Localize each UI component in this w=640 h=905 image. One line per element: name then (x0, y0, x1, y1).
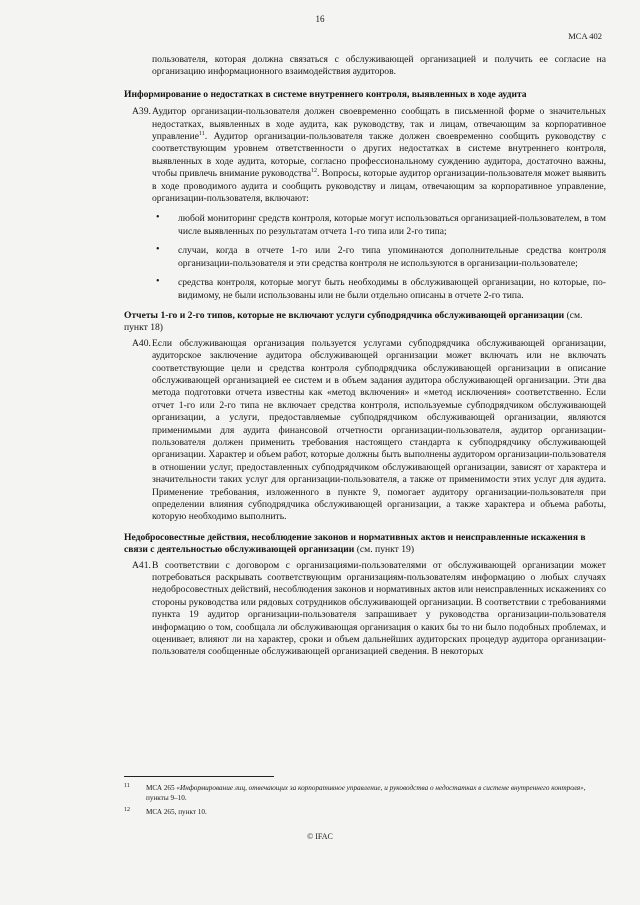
footnote-ref-11[interactable]: 11 (198, 130, 205, 137)
section-reference: (см. пункт 19) (356, 544, 415, 556)
footnote-number: 12 (124, 807, 130, 813)
a41-text: В соответствии с договором с организациями-пользователями от обслуживающей организации может потребоваться раскрывать соответствующим организациям-пользователям информацию о любых случаях недобросовестных действий, несоблюдения законов и нормативных актов или неисправленных искажениях со стороны руководства или рядовых сотрудников обслуживающей организации. В соответствии с требованиями пункта 19 аудитор организации-пользователя запрашивает у руководства организации-пользователя информацию о том, сообщала ли обслуживающая организация о каких бы то ни было подобных проблемах, и оценивает, влияют ли на характер, сроки и объем дальнейших аудиторских процедур аудитора организации-пользователя сообщенные обслуживающей организацией сведения. В некоторых (152, 559, 606, 658)
a39-text-2: . Аудитор организации-пользователя также должен своевременно сообщить руководству с соответствующим уровнем ответственности о других недостатках в системе внутреннего контроля, выявленных в ходе аудита, которые, согласно профессиональному суждению аудитора, достаточно важны, чтобы привлечь внимание руководства (152, 131, 606, 180)
list-item: • любой мониторинг средств контроля, которые могут использоваться организацией-пользователем, в том числе выявленных по результатам отчета 1-го типа или 2-го типа; (156, 212, 606, 237)
copyright-footer: © IFAC (307, 832, 333, 841)
a39-text-1: Аудитор организации-пользователя должен своевременно сообщать в письменной форме о значительных недостатках, выявленных в ходе аудита, как руководству, так и лицам, отвечающим за корпоративное управление (152, 106, 606, 143)
page-body (124, 54, 606, 667)
section-reference: (см. пункт 18) (124, 309, 583, 334)
footnote-divider (124, 776, 274, 777)
bullet-icon: • (156, 212, 160, 224)
footnote-12: 12 МСА 265, пункт 10. (124, 807, 207, 816)
paragraph-label: A39. (132, 106, 151, 118)
paragraph-a41 (124, 560, 606, 659)
list-item: • случаи, когда в отчете 1-го или 2-го типа упоминаются дополнительные средства контроля организации-пользователя и эти средства контроля не используются в организации-пользователе; (156, 244, 606, 269)
page-number: 16 (315, 14, 325, 24)
footnote-number: 11 (124, 783, 130, 789)
list-item: • средства контроля, которые могут быть необходимы в обслуживающей организации, но которые, по-видимому, не были использованы или не были отдельно описаны в отчете 2-го типа. (156, 276, 606, 301)
paragraph-a39 (124, 106, 606, 205)
section-heading-subcontractor: Отчеты 1-го и 2-го типов, которые не включают услуги субподрядчика обслуживающей организации (см. пункт 18) (124, 309, 583, 334)
a39-text-3: . Вопросы, которые аудитор организации-пользователя может выявить в ходе проводимого аудита и сообщить руководству и лицам, отвечающим за корпоративное управление, организации-пользователя, включают: (152, 168, 606, 205)
a40-text: Если обслуживающая организация пользуется услугами субподрядчика обслуживающей организации, аудиторское заключение аудитора обслуживающей организации может включать или не включать соответствующие цели и средства контроля субподрядчика обслуживающей организации в описание обслуживающей организацией ее систем и в объем задания аудитора обслуживающей организации. Эти два метода подготовки отчета известны как «метод включения» и «метод исключения» соответственно. Если отчет 1-го или 2-го типа не включает средства контроля, используемые субподрядчиком обслуживающей организации, а услуги, предоставляемые субподрядчиком обслуживающей организации, являются применимыми для аудита финансовой отчетности организации-пользователя, аудитор организации-пользователя должен применить требования настоящего стандарта к субподрядчику обслуживающей организации. Характер и объем работ, которые должны быть выполнены аудитором организации-пользователя в отношении услуг, предоставленных субподрядчиком обслуживающей организации, зависят от характера и значительности таких услуг для организации-пользователя, а также от применимости этих услуг для аудита. Применение требования, изложенного в пункте 9, помогает аудитору организации-пользователя при определении влияния субподрядчика обслуживающей организации, а также характера и объема работы, которую необходимо выполнить. (152, 337, 606, 523)
a39-bullet-list (152, 213, 606, 301)
paragraph-a40 (124, 338, 606, 524)
footnotes (124, 783, 606, 821)
paragraph-label: A41. (132, 559, 151, 571)
section-heading-internal-control: Информирование о недостатках в системе внутреннего контроля, выявленных в ходе аудита (124, 88, 527, 100)
standard-code: MCA 402 (568, 31, 602, 41)
footnote-11: 11 МСА 265 «Информирование лиц, отвечающих за корпоративное управление, и руководства о недостатках в системе внутреннего контроля», пункты 9–10. (124, 783, 586, 802)
paragraph-label: A40. (132, 337, 151, 349)
bullet-icon: • (156, 276, 160, 288)
continuation-text: пользователя, которая должна связаться с обслуживающей организацией и получить ее согласие на организацию информационного взаимодействия аудиторов. (152, 54, 606, 78)
footnote-ref-12[interactable]: 12 (311, 168, 317, 175)
bullet-icon: • (156, 244, 160, 256)
section-heading-fraud: Недобросовестные действия, несоблюдение законов и нормативных актов и неисправленные искажения в связи с деятельностью обслуживающей организации (см. пункт 19) (124, 531, 586, 556)
